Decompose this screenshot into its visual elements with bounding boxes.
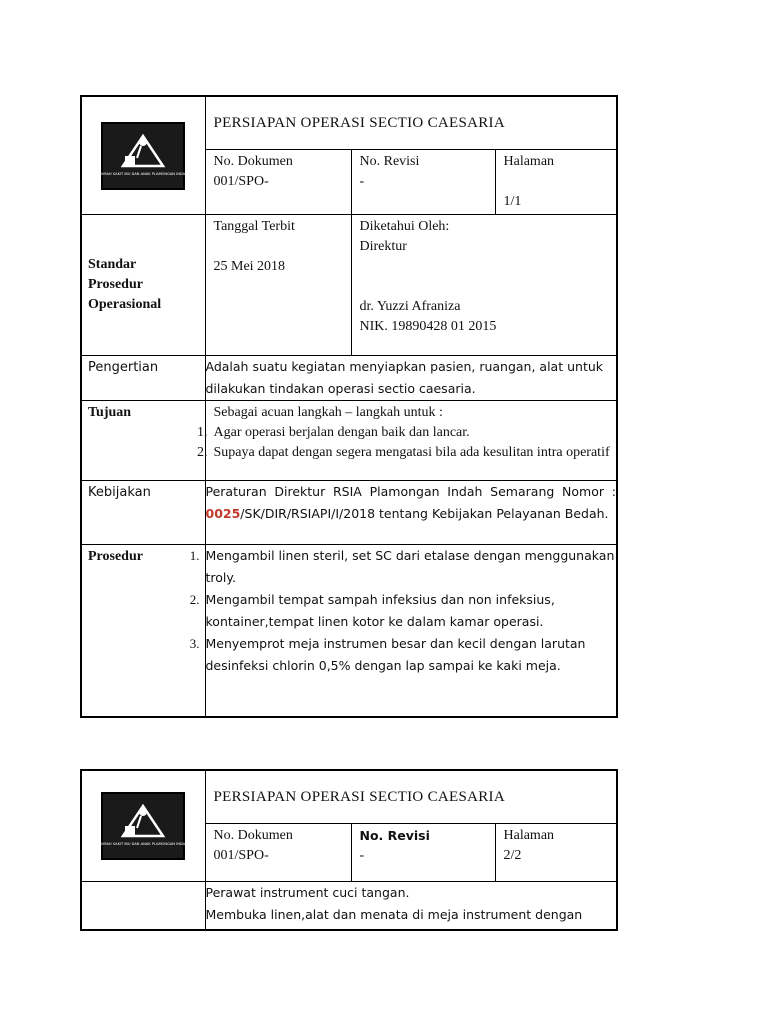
- kebijakan-prefix: Peraturan Direktur RSIA Plamongan Indah Semarang Nomor :: [205, 484, 616, 499]
- halaman-cell: [495, 824, 617, 882]
- kebijakan-text: [205, 481, 617, 545]
- list-number: 3.: [189, 636, 200, 651]
- no-revisi-label: No. Revisi: [359, 828, 430, 843]
- diketahui-oleh-label: Diketahui Oleh:: [359, 219, 450, 234]
- sop-label-line-1: Standar: [88, 257, 137, 272]
- logo-text: RUMAH SAKIT IBU DAN ANAK PLAMONGAN INDAH: [98, 842, 189, 846]
- diketahui-nik: NIK. 19890428 01 2015: [359, 319, 497, 334]
- prosedur-list: [189, 545, 617, 677]
- tujuan-intro: Sebagai acuan langkah – langkah untuk :: [213, 405, 443, 420]
- halaman-label: Halaman: [503, 828, 555, 843]
- list-number: 2.: [189, 592, 200, 607]
- logo-emblem-icon: [98, 798, 189, 854]
- list-item: [197, 423, 611, 443]
- no-revisi-value: -: [359, 848, 365, 863]
- logo-cell: [81, 96, 205, 215]
- page2-body-line-2: Membuka linen,alat dan menata di meja instrument dengan: [205, 907, 583, 922]
- document-title: PERSIAPAN OPERASI SECTIO CAESARIA: [205, 96, 617, 150]
- logo-text: RUMAH SAKIT IBU DAN ANAK PLAMONGAN INDAH: [98, 171, 189, 176]
- list-text: Mengambil linen steril, set SC dari etalase dengan menggunakan troly.: [205, 548, 615, 585]
- prosedur-label: Prosedur: [81, 545, 205, 717]
- list-item: [189, 633, 617, 677]
- no-revisi-label: No. Revisi: [359, 154, 420, 169]
- list-text: Mengambil tempat sampah infeksius dan non infeksius, kontainer,tempat linen kotor ke dalam kamar operasi.: [205, 592, 555, 629]
- list-text: Menyemprot meja instrumen besar dan kecil dengan larutan desinfeksi chlorin 0,5% dengan lap sampai ke kaki meja.: [205, 636, 586, 673]
- list-number: 1.: [197, 425, 208, 440]
- diketahui-jabatan: Direktur: [359, 239, 407, 254]
- list-text: Agar operasi berjalan dengan baik dan lancar.: [213, 425, 470, 440]
- no-revisi-cell: [351, 824, 495, 882]
- tanggal-terbit-value: 25 Mei 2018: [213, 259, 286, 274]
- no-dokumen-value: 001/SPO-: [213, 174, 269, 189]
- sop-document-page-2: [80, 769, 618, 931]
- hospital-logo: [98, 122, 189, 190]
- no-revisi-cell: [351, 150, 495, 215]
- no-dokumen-cell: [205, 150, 351, 215]
- sop-label-line-3: Operasional: [88, 297, 162, 312]
- sop-label-line-2: Prosedur: [88, 277, 143, 292]
- list-text: Supaya dapat dengan segera mengatasi bila ada kesulitan intra operatif: [213, 445, 610, 460]
- kebijakan-label: Kebijakan: [81, 481, 205, 545]
- tanggal-terbit-label: Tanggal Terbit: [213, 219, 295, 234]
- logo-emblem-icon: [98, 128, 189, 184]
- pengertian-label: Pengertian: [81, 356, 205, 401]
- page2-body-line-1: Perawat instrument cuci tangan.: [205, 885, 410, 900]
- list-number: 2.: [197, 445, 208, 460]
- diketahui-nama: dr. Yuzzi Afraniza: [359, 299, 461, 314]
- list-item: [189, 589, 617, 633]
- document-title: PERSIAPAN OPERASI SECTIO CAESARIA: [205, 770, 617, 824]
- logo-cell: [81, 770, 205, 882]
- tujuan-label: Tujuan: [81, 401, 205, 481]
- halaman-value: 2/2: [503, 848, 522, 863]
- sop-label-cell: [81, 215, 205, 356]
- list-item: [197, 443, 611, 463]
- tujuan-list: [197, 423, 611, 463]
- no-dokumen-cell: [205, 824, 351, 882]
- halaman-cell: [495, 150, 617, 215]
- diketahui-oleh-cell: [351, 215, 617, 356]
- no-revisi-value: -: [359, 174, 365, 189]
- tanggal-terbit-cell: [205, 215, 351, 356]
- hospital-logo: [98, 792, 189, 860]
- list-number: 1.: [189, 548, 200, 563]
- halaman-label: Halaman: [503, 154, 555, 169]
- prosedur-cell: [189, 545, 617, 717]
- pengertian-text: Adalah suatu kegiatan menyiapkan pasien, ruangan, alat untuk dilakukan tindakan operasi sectio caesaria.: [205, 356, 617, 401]
- empty-label-cell: [81, 882, 205, 930]
- no-dokumen-label: No. Dokumen: [213, 154, 293, 169]
- list-item: [189, 545, 617, 589]
- no-dokumen-label: No. Dokumen: [213, 828, 293, 843]
- tujuan-cell: [197, 401, 617, 481]
- kebijakan-suffix: /SK/DIR/RSIAPI/I/2018 tentang Kebijakan Pelayanan Bedah.: [240, 506, 609, 521]
- halaman-value: 1/1: [503, 194, 522, 209]
- kebijakan-number: 0025: [205, 506, 241, 521]
- sop-document-page-1: [80, 95, 618, 718]
- no-dokumen-value: 001/SPO-: [213, 848, 269, 863]
- page2-body-cell: [205, 882, 617, 930]
